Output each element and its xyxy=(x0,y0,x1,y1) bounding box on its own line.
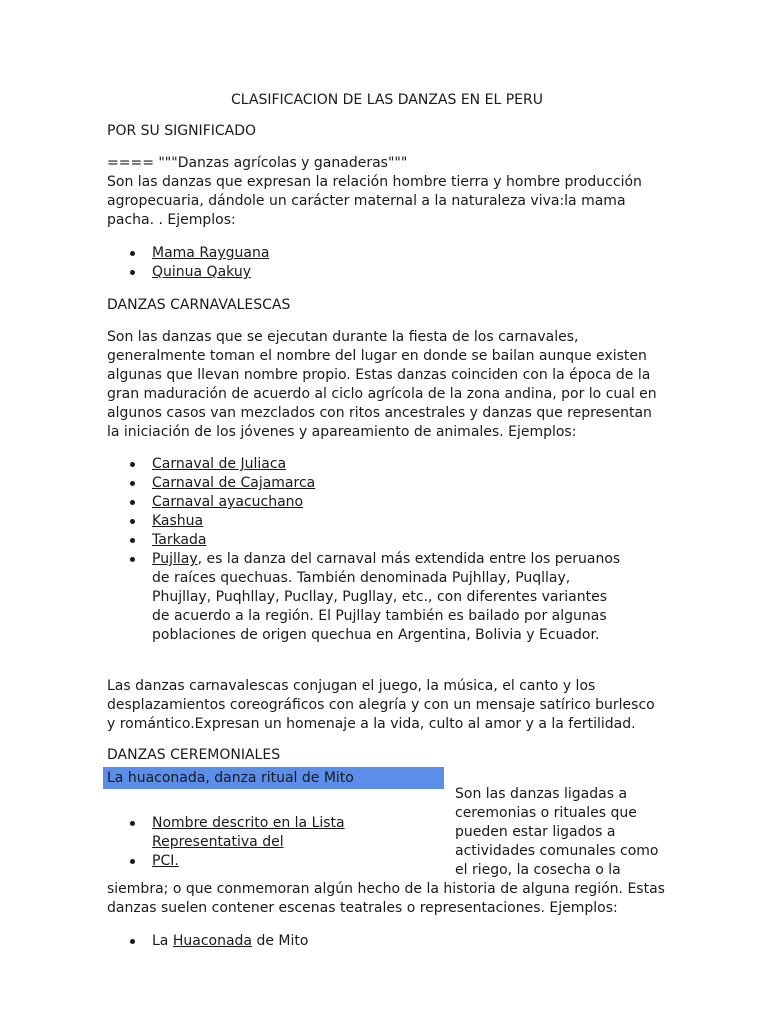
image-caption-huaconada: La huaconada, danza ritual de Mito xyxy=(103,767,444,789)
link-tarkada[interactable]: Tarkada xyxy=(152,532,207,548)
list-item xyxy=(107,244,627,263)
link-huaconada[interactable]: Huaconada xyxy=(172,933,253,949)
list-item xyxy=(107,550,627,645)
link-pci[interactable]: PCI. xyxy=(152,853,179,869)
link-carnaval-juliaca[interactable]: Carnaval de Juliaca xyxy=(152,456,287,472)
list-carnavalescas xyxy=(107,455,627,645)
link-carnaval-ayacuchano[interactable]: Carnaval ayacuchano xyxy=(152,494,304,510)
pujllay-description: , es la danza del carnaval más extendida entre los peruanos de raíces quechuas. También denominada Pujhllay, Puqllay, Phujllay, Puqhllay, Pucllay, Pugllay, etc., con diferentes variantes de acuerdo a la región. El Pujllay también es bailado por algunas poblaciones de origen quechua en Argentina, Bolivia y Ecuador. xyxy=(152,551,621,643)
subheading-agricolas: ==== """Danzas agrícolas y ganaderas""" xyxy=(107,155,408,171)
paragraph-ceremoniales-float: Son las danzas ligadas a ceremonias o rituales que pueden estar ligados a actividades comunales como el riego, la cosecha o la xyxy=(455,786,659,878)
list-item xyxy=(107,493,627,512)
link-quinua-qakuy[interactable]: Quinua Qakuy xyxy=(152,264,251,280)
section-heading-ceremoniales: DANZAS CEREMONIALES xyxy=(107,747,281,763)
list-item xyxy=(107,263,627,282)
link-kashua[interactable]: Kashua xyxy=(152,513,204,529)
list-item xyxy=(107,531,627,550)
link-mama-rayguana[interactable]: Mama Rayguana xyxy=(152,245,270,261)
paragraph-ceremoniales-continued: siembra; o que conmemoran algún hecho de la historia de alguna región. Estas danzas suelen contener escenas teatrales o representaciones. Ejemplos: xyxy=(107,881,665,916)
list-ceremoniales xyxy=(107,932,627,951)
item-suffix: de Mito xyxy=(252,933,309,949)
paragraph-carnavalescas-closing: Las danzas carnavalescas conjugan el juego, la música, el canto y los desplazamientos coreográficos con alegría y con un mensaje satírico burlesco y romántico.Expresan un homenaje a la vida, culto al amor y a la fertilidad. xyxy=(107,678,655,732)
section-heading-carnavalescas: DANZAS CARNAVALESCAS xyxy=(107,297,291,313)
document-title: CLASIFICACION DE LAS DANZAS EN EL PERU xyxy=(231,92,543,108)
list-item xyxy=(107,814,387,852)
link-lista-representativa[interactable]: Nombre descrito en la Lista Representativa del xyxy=(152,815,345,850)
section-heading-significado: POR SU SIGNIFICADO xyxy=(107,123,257,139)
list-item xyxy=(107,474,627,493)
link-pujllay[interactable]: Pujllay xyxy=(152,551,198,567)
list-agricolas xyxy=(107,244,627,282)
item-prefix: La xyxy=(152,933,173,949)
list-item xyxy=(107,932,627,951)
list-item xyxy=(107,455,627,474)
list-item xyxy=(107,512,627,531)
paragraph-agricolas: Son las danzas que expresan la relación hombre tierra y hombre producción agropecuaria, dándole un carácter maternal a la naturaleza viva:la mama pacha. . Ejemplos: xyxy=(107,174,642,228)
list-item xyxy=(107,852,387,871)
paragraph-carnavalescas: Son las danzas que se ejecutan durante la fiesta de los carnavales, generalmente toman el nombre del lugar en donde se bailan aunque existen algunas que llevan nombre propio. Estas danzas coinciden con la época de la gran maduración de acuerdo al ciclo agrícola de la zona andina, por lo cual en algunos casos van mezclados con ritos ancestrales y danzas que representan la iniciación de los jóvenes y apareamiento de animales. Ejemplos: xyxy=(107,329,657,440)
list-pci xyxy=(107,814,387,871)
link-carnaval-cajamarca[interactable]: Carnaval de Cajamarca xyxy=(152,475,316,491)
